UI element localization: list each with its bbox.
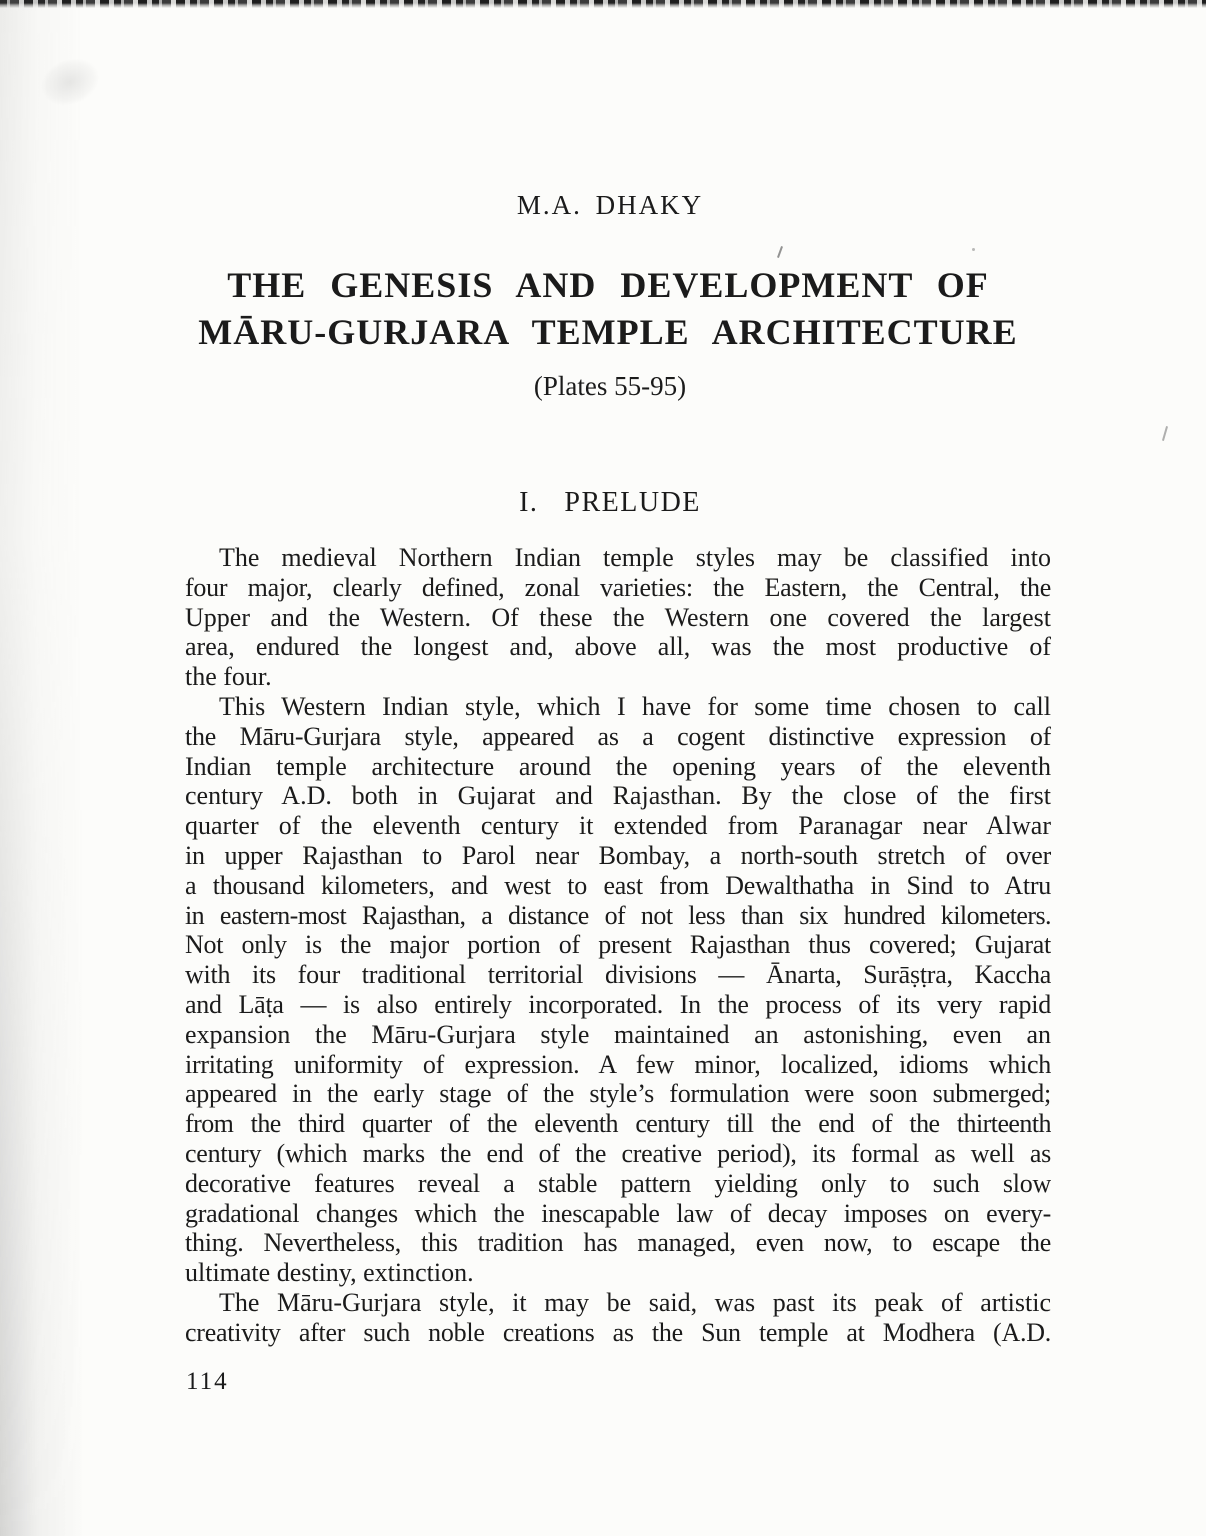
- plates-note: (Plates 55-95): [533, 371, 687, 401]
- body-line: quarter of the eleventh century it extended from Paranagar near Alwar: [185, 811, 1051, 841]
- body-line: four major, clearly defined, zonal varieties: the Eastern, the Central, the: [185, 572, 1051, 602]
- body-line: Upper and the Western. Of these the Western one covered the largest: [185, 602, 1051, 632]
- body-line: Not only is the major portion of present Rajasthan thus covered; Gujarat: [185, 930, 1051, 960]
- section-title: PRELUDE: [564, 487, 701, 518]
- body-line: thing. Nevertheless, this tradition has managed, even now, to escape the: [185, 1228, 1051, 1258]
- body-line: the Māru-Gurjara style, appeared as a cogent distinctive expression of: [185, 721, 1051, 751]
- body-line: expansion the Māru-Gurjara style maintained an astonishing, even an: [185, 1019, 1051, 1049]
- body-line: The medieval Northern Indian temple styles may be classified into: [219, 543, 1051, 572]
- section-number: I.: [519, 487, 539, 518]
- section-heading: [150, 487, 1070, 519]
- scan-speck-artifact: [777, 246, 783, 258]
- body-line: from the third quarter of the eleventh century till the end of the thirteenth: [185, 1109, 1051, 1139]
- body-line: in upper Rajasthan to Parol near Bombay, a north-south stretch of over: [185, 840, 1051, 870]
- author-name: M.A. DHAKY: [516, 190, 704, 220]
- article-title-line-2: MĀRU-GURJARA TEMPLE ARCHITECTURE: [198, 312, 1018, 352]
- body-line: century (which marks the end of the creative period), its formal as well as: [185, 1138, 1051, 1168]
- page-gutter-shadow: [0, 0, 90, 1536]
- body-line: in eastern-most Rajasthan, a distance of not less than six hundred kilometers.: [185, 900, 1051, 930]
- body-line: decorative features reveal a stable pattern yielding only to such slow: [185, 1168, 1051, 1198]
- body-line: ultimate destiny, extinction.: [185, 1258, 474, 1288]
- body-line: with its four traditional territorial divisions — Ānarta, Surāṣṭra, Kaccha: [185, 960, 1051, 990]
- body-line: Indian temple architecture around the opening years of the eleventh: [185, 751, 1051, 781]
- body-text: [185, 543, 1051, 1348]
- body-line: This Western Indian style, which I have for some time chosen to call: [219, 691, 1051, 721]
- body-line: area, endured the longest and, above all, was the most productive of: [185, 632, 1051, 662]
- body-line: irritating uniformity of expression. A few minor, localized, idioms which: [185, 1049, 1051, 1079]
- body-line: The Māru-Gurjara style, it may be said, was past its peak of artistic: [219, 1287, 1051, 1317]
- scan-speck-artifact: [1162, 426, 1168, 441]
- article-title: [125, 262, 1091, 356]
- body-line: gradational changes which the inescapable law of decay imposes on every-: [185, 1198, 1051, 1228]
- article-title-line-1: THE GENESIS AND DEVELOPMENT OF: [227, 265, 989, 305]
- body-line: the four.: [185, 662, 272, 692]
- scan-speck-artifact: [972, 248, 975, 251]
- body-line: appeared in the early stage of the style’s formulation were soon submerged;: [185, 1079, 1051, 1109]
- body-line: and Lāṭa — is also entirely incorporated. In the process of its very rapid: [185, 989, 1051, 1019]
- body-line: creativity after such noble creations as the Sun temple at Modhera (A.D.: [185, 1317, 1051, 1347]
- scan-top-edge-artifact: [0, 0, 1206, 8]
- body-line: century A.D. both in Gujarat and Rajasthan. By the close of the first: [185, 781, 1051, 811]
- page-number: 114: [186, 1368, 229, 1395]
- body-line: a thousand kilometers, and west to east from Dewalthatha in Sind to Atru: [185, 870, 1051, 900]
